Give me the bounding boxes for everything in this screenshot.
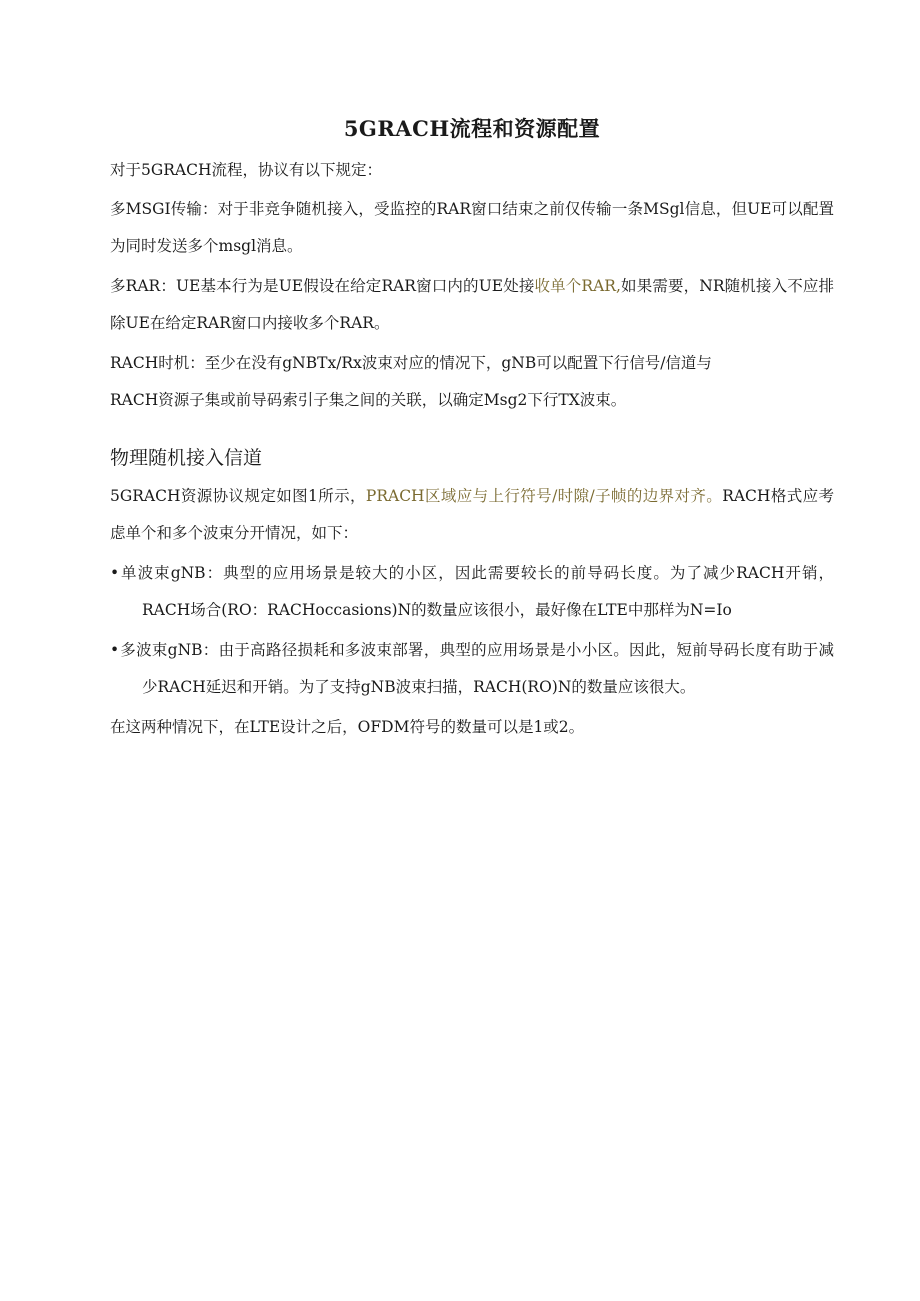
rach-occasion-paragraph (110, 345, 834, 419)
prach-text-before: 5GRACH资源协议规定如图1所示， (110, 487, 366, 505)
prach-paragraph (110, 478, 834, 552)
document-page (110, 112, 834, 749)
multi-rar-label: 多RAR： (110, 277, 176, 295)
prach-text-after: RACH格式应考虑单个和多个波束分开情况，如下： (110, 487, 834, 542)
bullet-single-beam (110, 555, 834, 629)
multi-rar-paragraph (110, 268, 834, 342)
section-heading: 物理随机接入信道 (110, 447, 263, 469)
multi-rar-text-before: UE基本行为是UE假设在给定RAR窗口内的UE处接 (175, 277, 535, 295)
multi-msg1-text: 对于非竞争随机接入，受监控的RAR窗口结束之前仅传输一条MSgl信息，但UE可以配置为同时发送多个msgl消息。 (110, 200, 834, 255)
multi-msg1-paragraph (110, 191, 834, 265)
rach-occasion-line1: RACH时机：至少在没有gNBTx/Rx波束对应的情况下，gNB可以配置下行信号/信道与 (110, 354, 712, 372)
multi-rar-highlight: 收单个RAR, (534, 277, 621, 295)
intro-paragraph: 对于5GRACH流程，协议有以下规定： (110, 161, 382, 179)
multi-msg1-label: 多MSGI传输： (110, 200, 218, 218)
conclusion-paragraph: 在这两种情况下，在LTE设计之后，OFDM符号的数量可以是1或2。 (110, 718, 585, 736)
multi-rar-text-after: 如果需要，NR随机接入不应排除UE在给定RAR窗口内接收多个RAR。 (110, 277, 834, 332)
prach-highlight: PRACH区域应与上行符号/时隙/子帧的边界对齐。 (365, 487, 723, 505)
bullet-text: 多波束gNB：由于高路径损耗和多波束部署，典型的应用场景是小小区。因此，短前导码长度有助于减少RACH延迟和开销。为了支持gNB波束扫描，RACH(RO)N的数量应该很大。 (120, 641, 834, 696)
bullet-marker: • (110, 641, 120, 659)
bullet-text: 单波束gNB：典型的应用场景是较大的小区，因此需要较长的前导码长度。为了减少RACH开销，RACH场合(RO：RACHoccasions)N的数量应该很小，最好像在LTE中那样为N=Io (120, 564, 834, 619)
bullet-multi-beam (110, 632, 834, 706)
bullet-marker: • (110, 564, 120, 582)
document-title: 5GRACH流程和资源配置 (343, 116, 601, 141)
rach-occasion-line2: RACH资源子集或前导码索引子集之间的关联，以确定Msg2下行TX波束。 (110, 391, 627, 409)
